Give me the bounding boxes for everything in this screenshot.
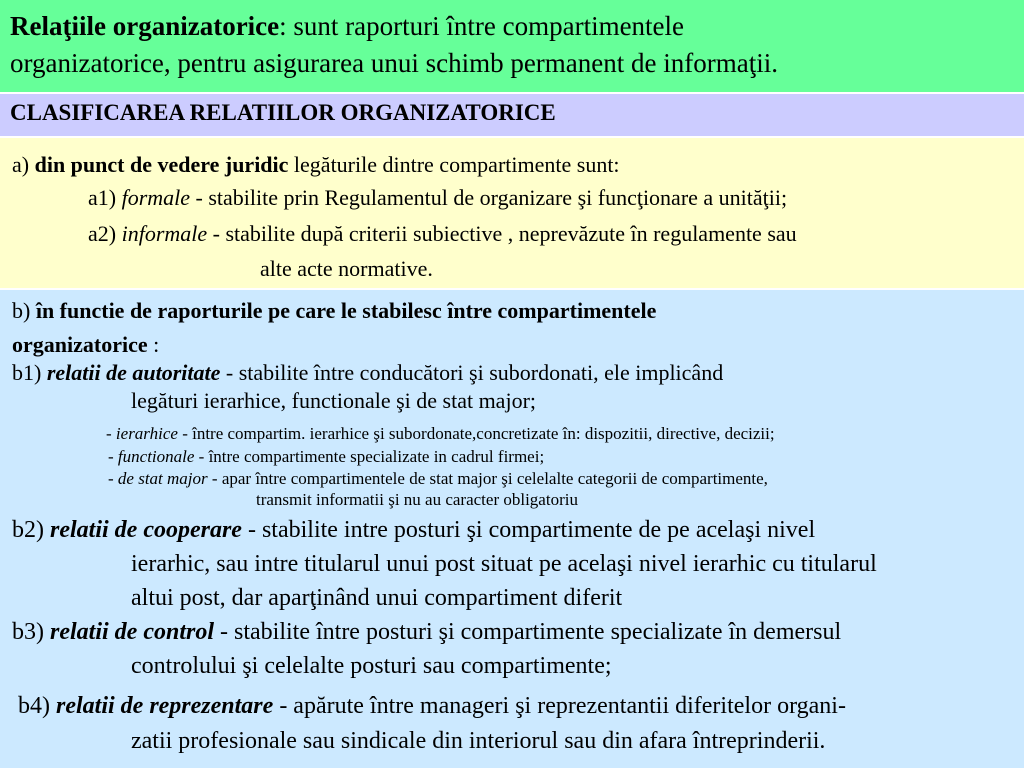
definition-term: Relaţiile organizatorice (10, 11, 280, 41)
section-b-prefix: b) (12, 298, 36, 323)
item-b4-label: b4) (18, 693, 56, 719)
section-a-title-line (12, 152, 620, 178)
section-b-title-line-1 (12, 298, 656, 324)
item-b1-continuation: legături ierarhice, functionale şi de stat major; (131, 388, 537, 413)
item-a2-text: - stabilite după criterii subiective , neprevăzute în regulamente sau (207, 221, 797, 246)
item-b2-text: - stabilite intre posturi şi compartimente de pe acelaşi nivel (241, 517, 816, 543)
definition-line-1 (10, 8, 1014, 45)
b1-sub-stat-major-text: - apar între compartimentele de stat major şi celelalte categorii de compartimente, (207, 469, 768, 488)
item-b2-term: relatii de cooperare (50, 517, 242, 543)
b1-sub-stat-major-term: de stat major (117, 469, 208, 488)
definition-box (0, 0, 1024, 92)
item-a1 (88, 185, 787, 211)
classification-heading-box (0, 94, 1024, 136)
item-a2-term: informale (121, 221, 208, 246)
b1-sub-ierarhice-text: - între compartim. ierarhice şi subordonate,concretizate în: dispozitii, directive, decizii; (177, 424, 775, 443)
b1-sub-functionale-dash: - (108, 447, 118, 466)
item-b3 (12, 619, 841, 646)
item-b4 (18, 693, 846, 720)
section-a-intro: legăturile dintre compartimente sunt: (288, 152, 620, 177)
item-b3-label: b3) (12, 619, 50, 645)
b1-sub-stat-major (108, 469, 768, 489)
section-b-title-line-2 (12, 332, 159, 358)
item-a1-text: - stabilite prin Regulamentul de organizare şi funcţionare a unităţii; (190, 185, 788, 210)
item-a2-continuation: alte acte normative. (260, 256, 433, 281)
section-b-title-suffix: : (147, 332, 160, 357)
item-a1-label: a1) (88, 185, 122, 210)
section-b-title: în functie de raporturile pe care le stabilesc între compartimentele (35, 298, 657, 323)
item-a1-term: formale (121, 185, 191, 210)
item-a2-label: a2) (88, 221, 122, 246)
b1-sub-functionale-term: functionale (117, 447, 195, 466)
section-a-prefix: a) (12, 152, 35, 177)
item-b4-term: relatii de reprezentare (56, 693, 274, 719)
item-b3-text: - stabilite între posturi şi compartimente specializate în demersul (214, 619, 842, 645)
item-b2-label: b2) (12, 517, 50, 543)
b1-sub-functionale (108, 447, 544, 467)
item-a2 (88, 221, 797, 247)
item-b3-term: relatii de control (50, 619, 214, 645)
item-b1-label: b1) (12, 360, 47, 385)
item-b1 (12, 360, 723, 386)
section-b-box (0, 290, 1024, 768)
b1-sub-ierarhice (106, 424, 775, 444)
b1-sub-ierarhice-dash: - (106, 424, 116, 443)
b1-sub-functionale-text: - între compartimente specializate in cadrul firmei; (194, 447, 545, 466)
item-b2-continuation-1: ierarhic, sau intre titularul unui post situat pe acelaşi nivel ierarhic cu titularul (131, 551, 877, 577)
item-b3-continuation: controlului şi celelalte posturi sau compartimente; (131, 653, 612, 679)
item-b1-term: relatii de autoritate (46, 360, 221, 385)
definition-line-2: organizatorice, pentru asigurarea unui schimb permanent de informaţii. (10, 48, 778, 78)
b1-sub-stat-major-continuation: transmit informatii şi nu au caracter obligatoriu (256, 490, 578, 509)
classification-heading: CLASIFICAREA RELATIILOR ORGANIZATORICE (10, 100, 556, 125)
definition-text: : sunt raporturi între compartimentele (279, 11, 685, 41)
section-a-box (0, 138, 1024, 288)
section-b-title-end: organizatorice (12, 332, 148, 357)
b1-sub-ierarhice-term: ierarhice (115, 424, 178, 443)
item-b2 (12, 517, 815, 544)
item-b2-continuation-2: altui post, dar aparţinând unui compartiment diferit (131, 585, 623, 611)
section-a-title: din punct de vedere juridic (34, 152, 289, 177)
item-b1-text: - stabilite între conducători şi subordonati, ele implicând (220, 360, 724, 385)
item-b4-text: - apărute între manageri şi reprezentantii diferitelor organi- (273, 693, 846, 719)
item-b4-continuation: zatii profesionale sau sindicale din interiorul sau din afara întreprinderii. (131, 728, 826, 754)
b1-sub-stat-major-dash: - (108, 469, 118, 488)
